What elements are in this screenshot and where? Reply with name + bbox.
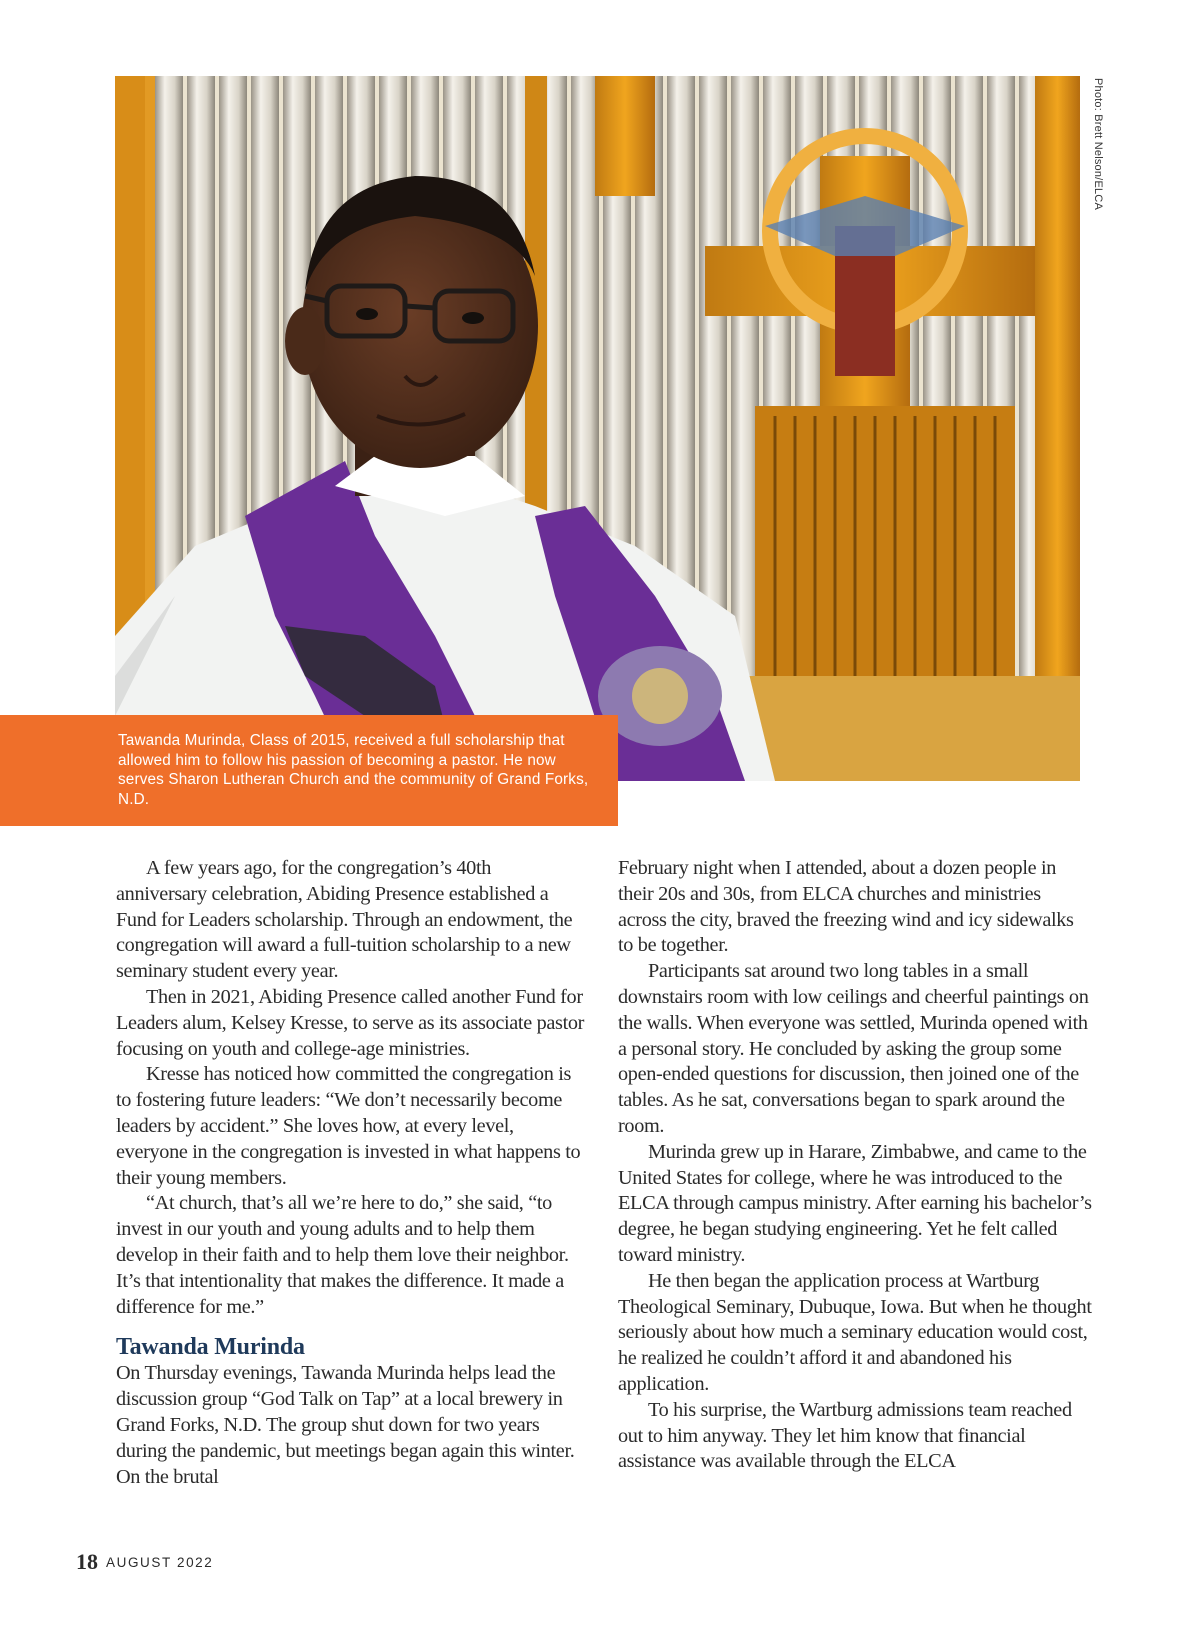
paragraph: Kresse has noticed how committed the congregation is to fostering future leaders: “We don’t necessarily become leaders by accident.” She loves how, at every level, everyone in the congregation is invested in what happens to their young members. (116, 1063, 581, 1189)
portrait-photo-icon (115, 76, 1080, 781)
photo-credit: Photo: Brett Nelson/ELCA (1092, 78, 1104, 210)
paragraph-continuation: February night when I attended, about a dozen people in their 20s and 30s, from ELCA churches and ministries across the city, braved the freezing wind and icy sidewalks to be together. (618, 857, 1074, 957)
paragraph: On Thursday evenings, Tawanda Murinda helps lead the discussion group “God Talk on Tap” at a local brewery in Grand Forks, N.D. The group shut down for two years during the pandemic, but meetings began again this winter. On the brutal (116, 1362, 575, 1488)
paragraph: “At church, that’s all we’re here to do,” she said, “to invest in our youth and young adults and to help them develop in their faith and to help them love their neighbor. It’s that intentionality that makes the difference. It made a difference for me.” (116, 1192, 569, 1318)
paragraph: Participants sat around two long tables in a small downstairs room with low ceilings and cheerful paintings on the walls. When everyone was settled, Murinda opened with a personal story. He concluded by asking the group some open-ended questions for discussion, then joined one of the tables. As he sat, conversations began to spark around the room. (618, 960, 1089, 1137)
page-footer (76, 1549, 213, 1575)
article-right-column (618, 856, 1093, 1475)
paragraph: To his surprise, the Wartburg admissions team reached out to him anyway. They let him know that financial assistance was available through the ELCA (618, 1398, 1072, 1473)
issue-date: AUGUST 2022 (106, 1555, 214, 1570)
paragraph: A few years ago, for the congregation’s 40th anniversary celebration, Abiding Presence established a Fund for Leaders scholarship. Through an endowment, the congregation will award a full-tuition scholarship to a new seminary student every year. (116, 857, 573, 983)
photo-caption: Tawanda Murinda, Class of 2015, received a full scholarship that allowed him to follow his passion of becoming a pastor. He now serves Sharon Lutheran Church and the community of Grand Forks, N.D. (0, 715, 618, 826)
page-number: 18 (76, 1549, 98, 1574)
article-left-column (116, 856, 586, 1490)
paragraph: He then began the application process at Wartburg Theological Seminary, Dubuque, Iowa. But when he thought seriously about how much a seminary education would cost, he realized he couldn’t afford it and abandoned his application. (618, 1269, 1092, 1395)
paragraph: Murinda grew up in Harare, Zimbabwe, and came to the United States for college, where he was introduced to the ELCA through campus ministry. After earning his bachelor’s degree, he began studying engineering. Yet he felt called toward ministry. (618, 1140, 1092, 1266)
paragraph: Then in 2021, Abiding Presence called another Fund for Leaders alum, Kelsey Kresse, to serve as its associate pastor focusing on youth and college-age ministries. (116, 985, 585, 1060)
hero-photo (115, 76, 1080, 781)
section-heading: Tawanda Murinda (116, 1334, 305, 1361)
